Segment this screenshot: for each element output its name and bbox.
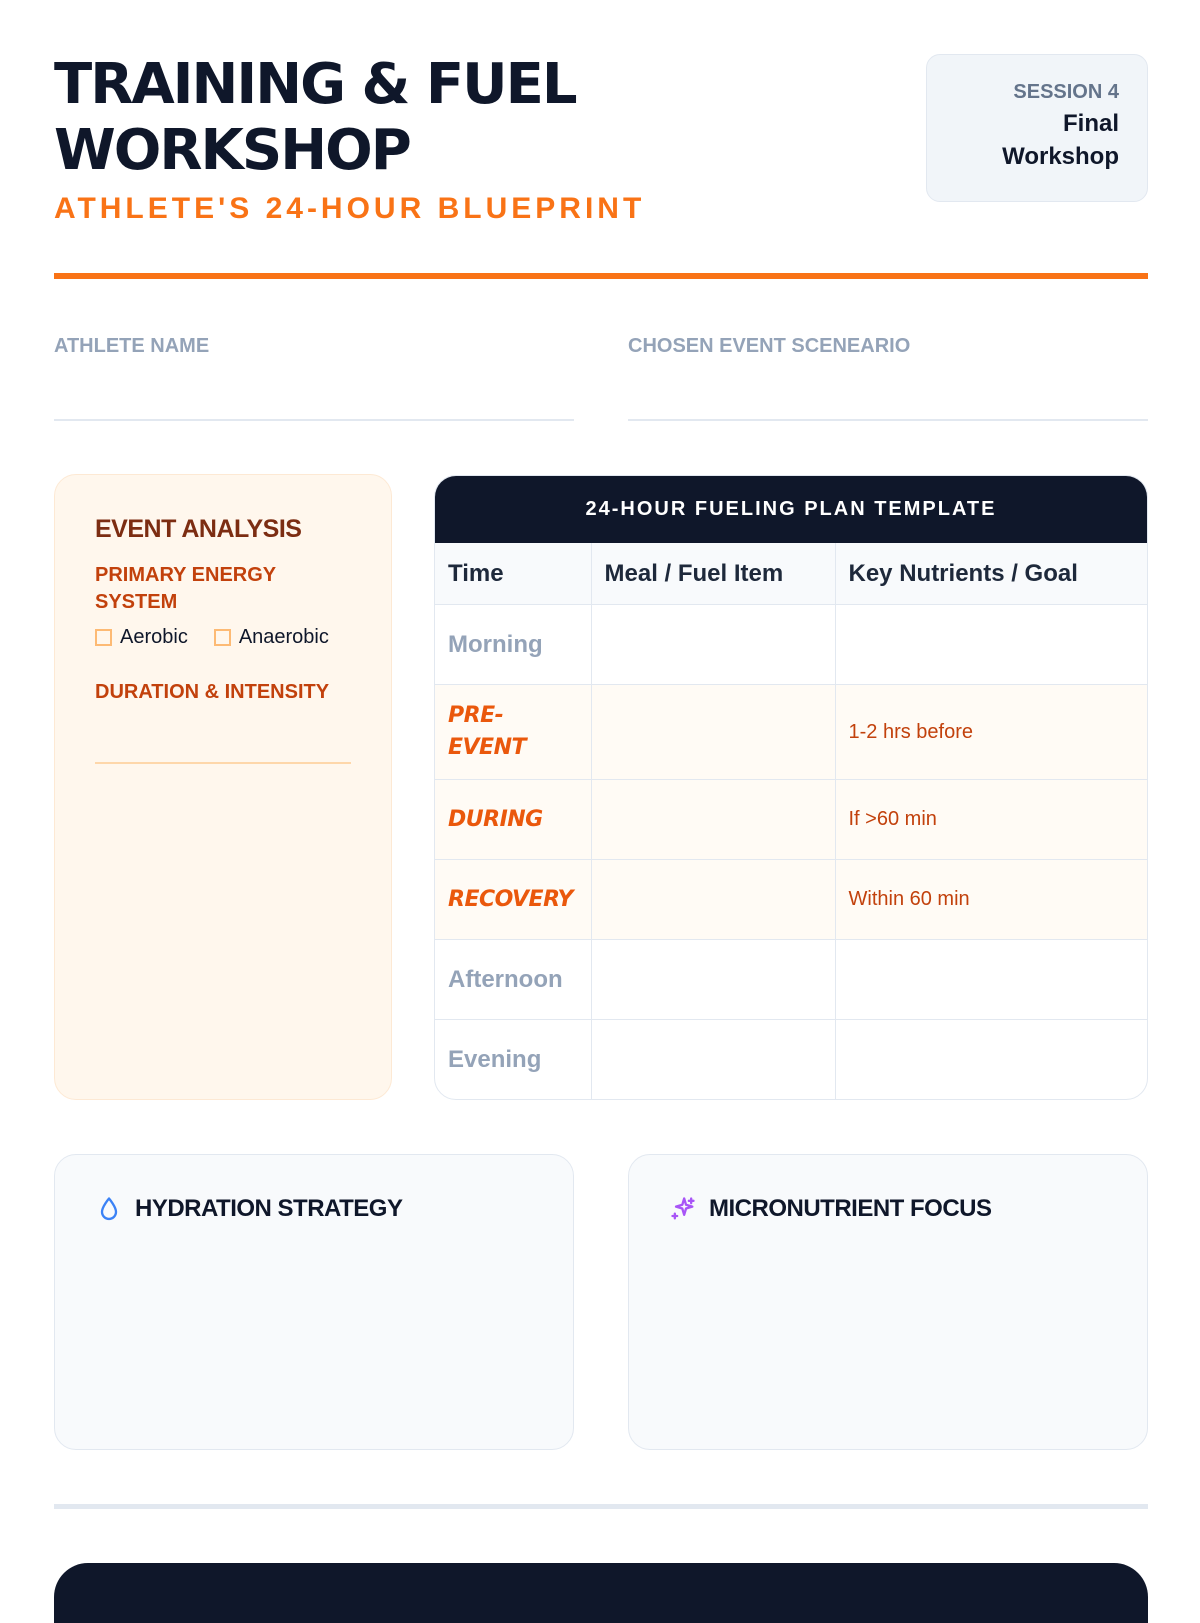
duration-intensity-line[interactable] (95, 762, 351, 764)
checkbox-square[interactable] (214, 629, 231, 646)
energy-system-label: PRIMARY ENERGY SYSTEM (95, 564, 276, 613)
anaerobic-checkbox[interactable] (214, 626, 329, 649)
event-scenario-field[interactable] (628, 335, 1148, 358)
fueling-plan-grid (435, 543, 1147, 1099)
session-number: SESSION 4 (1013, 81, 1119, 103)
session-badge (926, 54, 1148, 202)
table-row (435, 860, 1147, 940)
column-header-goal: Key Nutrients / Goal (835, 543, 1147, 605)
goal-cell[interactable]: 1-2 hrs before (835, 685, 1147, 780)
event-scenario-line[interactable] (628, 419, 1148, 421)
athlete-name-field[interactable] (54, 335, 574, 358)
sparkles-icon (669, 1195, 697, 1223)
table-row (435, 1020, 1147, 1100)
athlete-name-label: ATHLETE NAME (54, 335, 210, 357)
page-title (54, 52, 754, 184)
footer-bar (54, 1563, 1148, 1623)
worksheet-page (54, 0, 1148, 1600)
meal-cell[interactable] (591, 860, 835, 940)
micronutrient-focus-card[interactable] (628, 1154, 1148, 1450)
page-subtitle: ATHLETE'S 24-HOUR BLUEPRINT (54, 192, 646, 225)
micronutrient-focus-title: MICRONUTRIENT FOCUS (709, 1195, 992, 1222)
time-cell: RECOVERY (435, 860, 591, 940)
table-row (435, 780, 1147, 860)
goal-cell[interactable]: Within 60 min (835, 860, 1147, 940)
hydration-strategy-heading (95, 1195, 533, 1223)
fueling-plan-title: 24-HOUR FUELING PLAN TEMPLATE (435, 476, 1147, 543)
table-row (435, 940, 1147, 1020)
event-analysis-title: EVENT ANALYSIS (95, 515, 302, 543)
droplet-icon (95, 1195, 123, 1223)
checkbox-square[interactable] (95, 629, 112, 646)
meal-cell[interactable] (591, 605, 835, 685)
table-row (435, 685, 1147, 780)
meal-cell[interactable] (591, 685, 835, 780)
footer-divider (54, 1504, 1148, 1509)
title-line-2: WORKSHOP (54, 118, 410, 183)
column-header-meal: Meal / Fuel Item (591, 543, 835, 605)
column-header-time: Time (435, 543, 591, 605)
aerobic-checkbox[interactable] (95, 626, 188, 649)
hydration-strategy-card[interactable] (54, 1154, 574, 1450)
session-name: Final Workshop (1002, 110, 1119, 170)
energy-system-options (95, 626, 351, 649)
time-cell: Morning (435, 605, 591, 685)
time-cell: Afternoon (435, 940, 591, 1020)
duration-intensity-label: DURATION & INTENSITY (95, 681, 330, 703)
title-line-1: TRAINING & FUEL (54, 52, 576, 117)
anaerobic-label: Anaerobic (238, 626, 329, 648)
goal-cell[interactable] (835, 605, 1147, 685)
event-analysis-card (54, 474, 392, 1100)
goal-cell[interactable] (835, 1020, 1147, 1100)
meal-cell[interactable] (591, 780, 835, 860)
time-cell: PRE-EVENT (435, 685, 591, 780)
fueling-plan-table (434, 475, 1148, 1100)
header-divider (54, 273, 1148, 279)
athlete-name-line[interactable] (54, 419, 574, 421)
event-scenario-label: CHOSEN EVENT SCENEARIO (628, 335, 911, 357)
table-row (435, 605, 1147, 685)
aerobic-label: Aerobic (120, 626, 188, 648)
goal-cell[interactable]: If >60 min (835, 780, 1147, 860)
meal-cell[interactable] (591, 940, 835, 1020)
table-header-row (435, 543, 1147, 605)
goal-cell[interactable] (835, 940, 1147, 1020)
micronutrient-focus-heading (669, 1195, 1107, 1223)
time-cell: Evening (435, 1020, 591, 1100)
time-cell: DURING (435, 780, 591, 860)
hydration-strategy-title: HYDRATION STRATEGY (135, 1195, 403, 1222)
meal-cell[interactable] (591, 1020, 835, 1100)
